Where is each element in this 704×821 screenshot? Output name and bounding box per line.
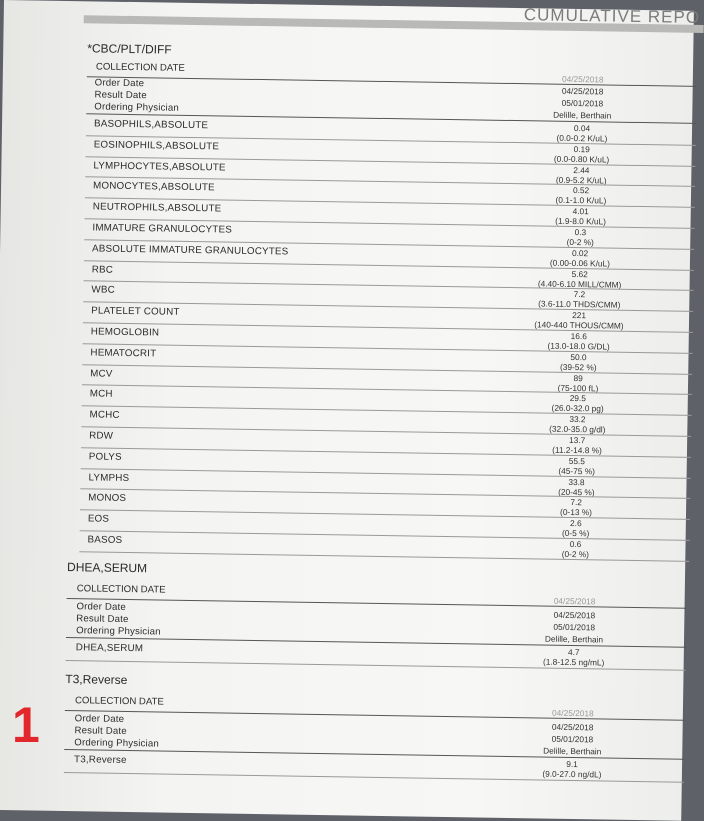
order-date-value: 04/25/2018 (561, 85, 604, 97)
test-reference-range: (0.0-0.2 K/uL) (556, 132, 608, 144)
test-reference-range: (1.8-12.5 ng/mL) (542, 656, 605, 668)
test-name: BASOS (87, 534, 123, 546)
ordering-physician-value: Delille, Berthain (553, 109, 612, 121)
test-value: 13.7 (569, 434, 586, 446)
collection-date-value: 04/25/2018 (553, 595, 596, 607)
test-value: 0.04 (573, 122, 591, 134)
ordering-physician-value: Delille, Berthain (543, 745, 602, 757)
test-name: MCH (89, 388, 113, 401)
order-date-value: 04/25/2018 (553, 609, 596, 621)
test-name: HEMATOCRIT (90, 347, 157, 360)
test-value: 4.7 (567, 646, 580, 658)
test-name: WBC (91, 284, 116, 297)
section-title: DHEA,SERUM (66, 560, 148, 576)
test-reference-range: (0.9-5.2 K/uL) (555, 174, 607, 186)
test-reference-range: (0.0-0.80 K/uL) (553, 153, 610, 165)
test-value: 33.2 (569, 414, 586, 425)
collection-date-value: 04/25/2018 (552, 707, 594, 719)
collection-date-value: 04/25/2018 (561, 73, 604, 85)
test-value: 33.8 (568, 476, 585, 487)
test-value: 7.2 (570, 497, 583, 508)
test-reference-range: (140-440 THOUS/CMM) (534, 319, 624, 331)
test-name: EOSINOPHILS,ABSOLUTE (93, 139, 220, 153)
test-name: EOS (87, 513, 110, 525)
order-date-label: Order Date (94, 77, 145, 90)
test-reference-range: (0-13 %) (560, 507, 593, 518)
ordering-physician-value: Delille, Berthain (544, 633, 604, 645)
result-date-value: 05/01/2018 (561, 97, 604, 109)
test-value: 50.0 (570, 351, 587, 362)
test-value: 0.02 (571, 247, 589, 259)
test-value: 55.5 (568, 455, 585, 466)
test-name: NEUTROPHILS,ABSOLUTE (92, 201, 222, 215)
test-value: 0.6 (569, 538, 582, 550)
handwritten-page-number: 1 (12, 697, 40, 753)
result-date-value: 05/01/2018 (551, 733, 594, 745)
test-value: 0.3 (574, 226, 587, 238)
test-value: 16.6 (570, 330, 587, 342)
test-name: MONOCYTES,ABSOLUTE (92, 180, 215, 194)
test-name: PLATELET COUNT (91, 305, 180, 318)
test-name: HEMOGLOBIN (90, 326, 160, 339)
order-date-label: Order Date (74, 713, 125, 725)
ordering-physician-label: Ordering Physician (76, 625, 161, 638)
test-value: 0.52 (572, 185, 590, 196)
section-title: *CBC/PLT/DIFF (87, 41, 172, 57)
section-title: T3,Reverse (65, 672, 128, 688)
test-reference-range: (32.0-35.0 g/dl) (549, 423, 606, 435)
test-reference-range: (75-100 fL) (557, 382, 599, 393)
order-date-label: Order Date (76, 601, 127, 613)
order-date-value: 04/25/2018 (551, 721, 594, 733)
test-reference-range: (0.1-1.0 K/uL) (555, 195, 607, 206)
test-name: RBC (91, 264, 114, 276)
test-name: POLYS (88, 451, 122, 463)
report-title: CUMULATIVE REPO (523, 5, 701, 27)
test-name: IMMATURE GRANULOCYTES (92, 222, 233, 236)
test-reference-range: (11.2-14.8 %) (552, 444, 602, 456)
collection-date-label: COLLECTION DATE (95, 61, 185, 74)
test-value: 9.1 (566, 758, 578, 770)
test-reference-range: (45-75 %) (558, 465, 595, 477)
test-value: 2.44 (573, 164, 590, 175)
test-reference-range: (0-5 %) (562, 528, 590, 539)
test-reference-range: (4.40-6.10 MILL/CMM) (537, 278, 622, 290)
result-date-label: Result Date (74, 725, 127, 738)
ordering-physician-label: Ordering Physician (74, 737, 160, 750)
test-name: MCHC (89, 409, 120, 422)
collection-date-label: COLLECTION DATE (76, 583, 166, 596)
test-name: LYMPHOCYTES,ABSOLUTE (93, 160, 226, 174)
test-reference-range: (9.0-27.0 ng/dL) (542, 768, 602, 780)
test-value: 0.19 (573, 143, 590, 155)
test-value: 7.2 (573, 289, 586, 300)
test-value: 221 (572, 310, 587, 321)
test-name: BASOPHILS,ABSOLUTE (93, 118, 209, 132)
test-value: 89 (573, 372, 583, 383)
test-value: 2.6 (569, 518, 582, 529)
test-name: MONOS (88, 492, 127, 505)
result-date-label: Result Date (76, 613, 129, 626)
test-reference-range: (0-2 %) (561, 548, 590, 560)
test-name: LYMPHS (88, 471, 130, 484)
test-value: 5.62 (571, 268, 588, 279)
test-value: 29.5 (569, 393, 586, 404)
result-date-value: 05/01/2018 (553, 621, 596, 633)
test-value: 4.01 (572, 206, 589, 217)
test-name: DHEA,SERUM (75, 642, 144, 655)
test-reference-range: (1.9-8.0 K/uL) (555, 215, 607, 227)
test-reference-range: (0-2 %) (566, 236, 594, 248)
ordering-physician-label: Ordering Physician (94, 101, 180, 114)
test-reference-range: (3.6-11.0 THDS/CMM) (538, 298, 621, 311)
test-reference-range: (20-45 %) (558, 486, 595, 497)
test-name: T3,Reverse (73, 754, 127, 767)
test-reference-range: (13.0-18.0 G/DL) (547, 340, 610, 352)
test-name: MCV (90, 367, 113, 380)
collection-date-label: COLLECTION DATE (74, 695, 164, 708)
test-name: ABSOLUTE IMMATURE GRANULOCYTES (92, 243, 289, 258)
test-reference-range: (26.0-32.0 pg) (551, 403, 604, 414)
test-reference-range: (39-52 %) (560, 361, 597, 373)
result-date-label: Result Date (94, 89, 147, 102)
test-reference-range: (0.00-0.06 K/uL) (549, 257, 611, 269)
test-name: RDW (89, 430, 114, 442)
